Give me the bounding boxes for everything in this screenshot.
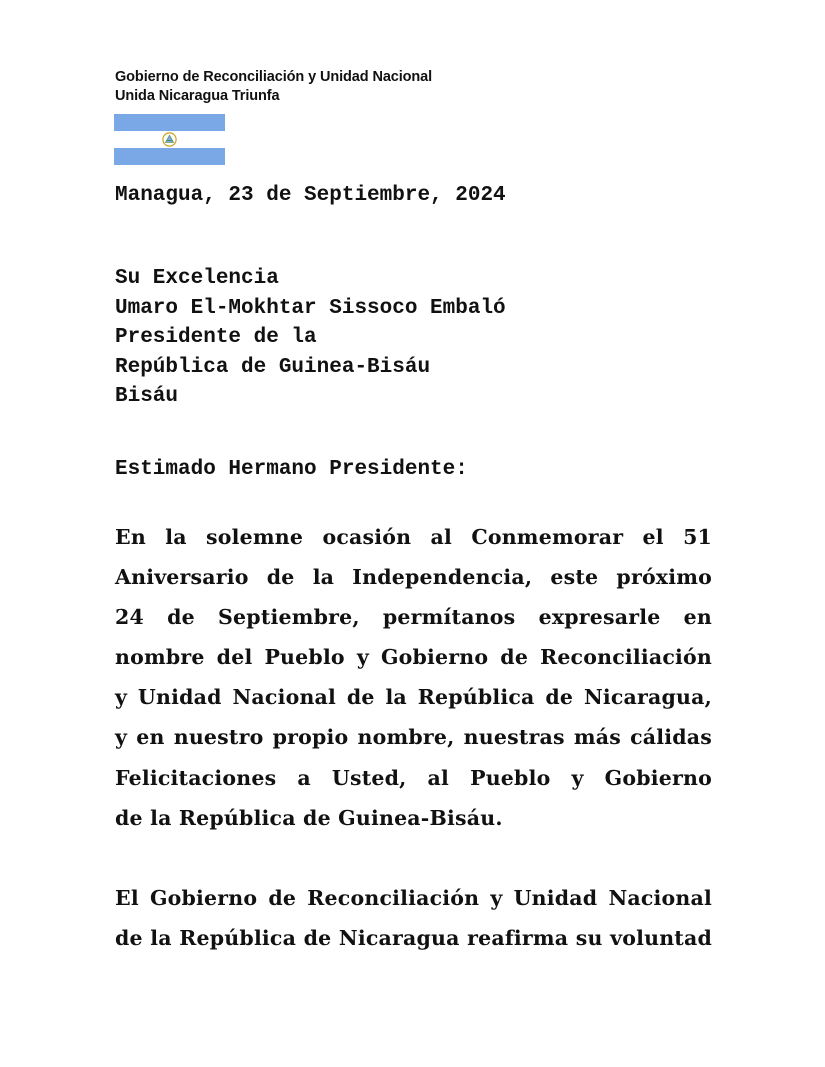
recipient-line: Su Excelencia xyxy=(115,267,279,290)
paragraph-line: Felicitaciones a Usted, al Pueblo y Gobierno xyxy=(115,765,712,790)
body-paragraph-1 xyxy=(115,517,712,838)
paragraph-line: nombre del Pueblo y Gobierno de Reconciliación xyxy=(115,645,712,670)
letterhead-slogan: Unida Nicaragua Triunfa xyxy=(115,88,280,104)
nicaragua-flag-icon xyxy=(114,114,225,165)
paragraph-line: de la República de Nicaragua reafirma su voluntad xyxy=(115,926,712,951)
letterhead-government-name: Gobierno de Reconciliación y Unidad Nacional xyxy=(115,69,433,85)
coat-of-arms-icon xyxy=(162,132,177,147)
body-paragraph-2 xyxy=(115,878,712,958)
paragraph-line: de la República de Guinea-Bisáu. xyxy=(115,805,503,830)
salutation: Estimado Hermano Presidente: xyxy=(115,458,468,481)
paragraph-line: Aniversario de la Independencia, este próximo xyxy=(115,565,712,590)
recipient-line: Umaro El-Mokhtar Sissoco Embaló xyxy=(115,296,506,320)
letterhead xyxy=(115,68,432,106)
paragraph-line: 24 de Septiembre, permítanos expresarle en xyxy=(115,605,712,630)
paragraph-line: En la solemne ocasión al Conmemorar el 51 xyxy=(115,525,712,549)
recipient-line: Bisáu xyxy=(115,385,179,408)
recipient-line: República de Guinea-Bisáu xyxy=(115,355,431,379)
paragraph-line: y Unidad Nacional de la República de Nicaragua, xyxy=(115,685,712,710)
flag-top-stripe xyxy=(114,114,225,131)
paragraph-line: y en nuestro propio nombre, nuestras más cálidas xyxy=(115,725,712,750)
paragraph-line: El Gobierno de Reconciliación y Unidad Nacional xyxy=(115,886,712,910)
recipient-line: Presidente de la xyxy=(115,326,317,349)
letter-date: Managua, 23 de Septiembre, 2024 xyxy=(115,184,506,207)
recipient-block xyxy=(115,264,506,412)
flag-bottom-stripe xyxy=(114,148,225,165)
